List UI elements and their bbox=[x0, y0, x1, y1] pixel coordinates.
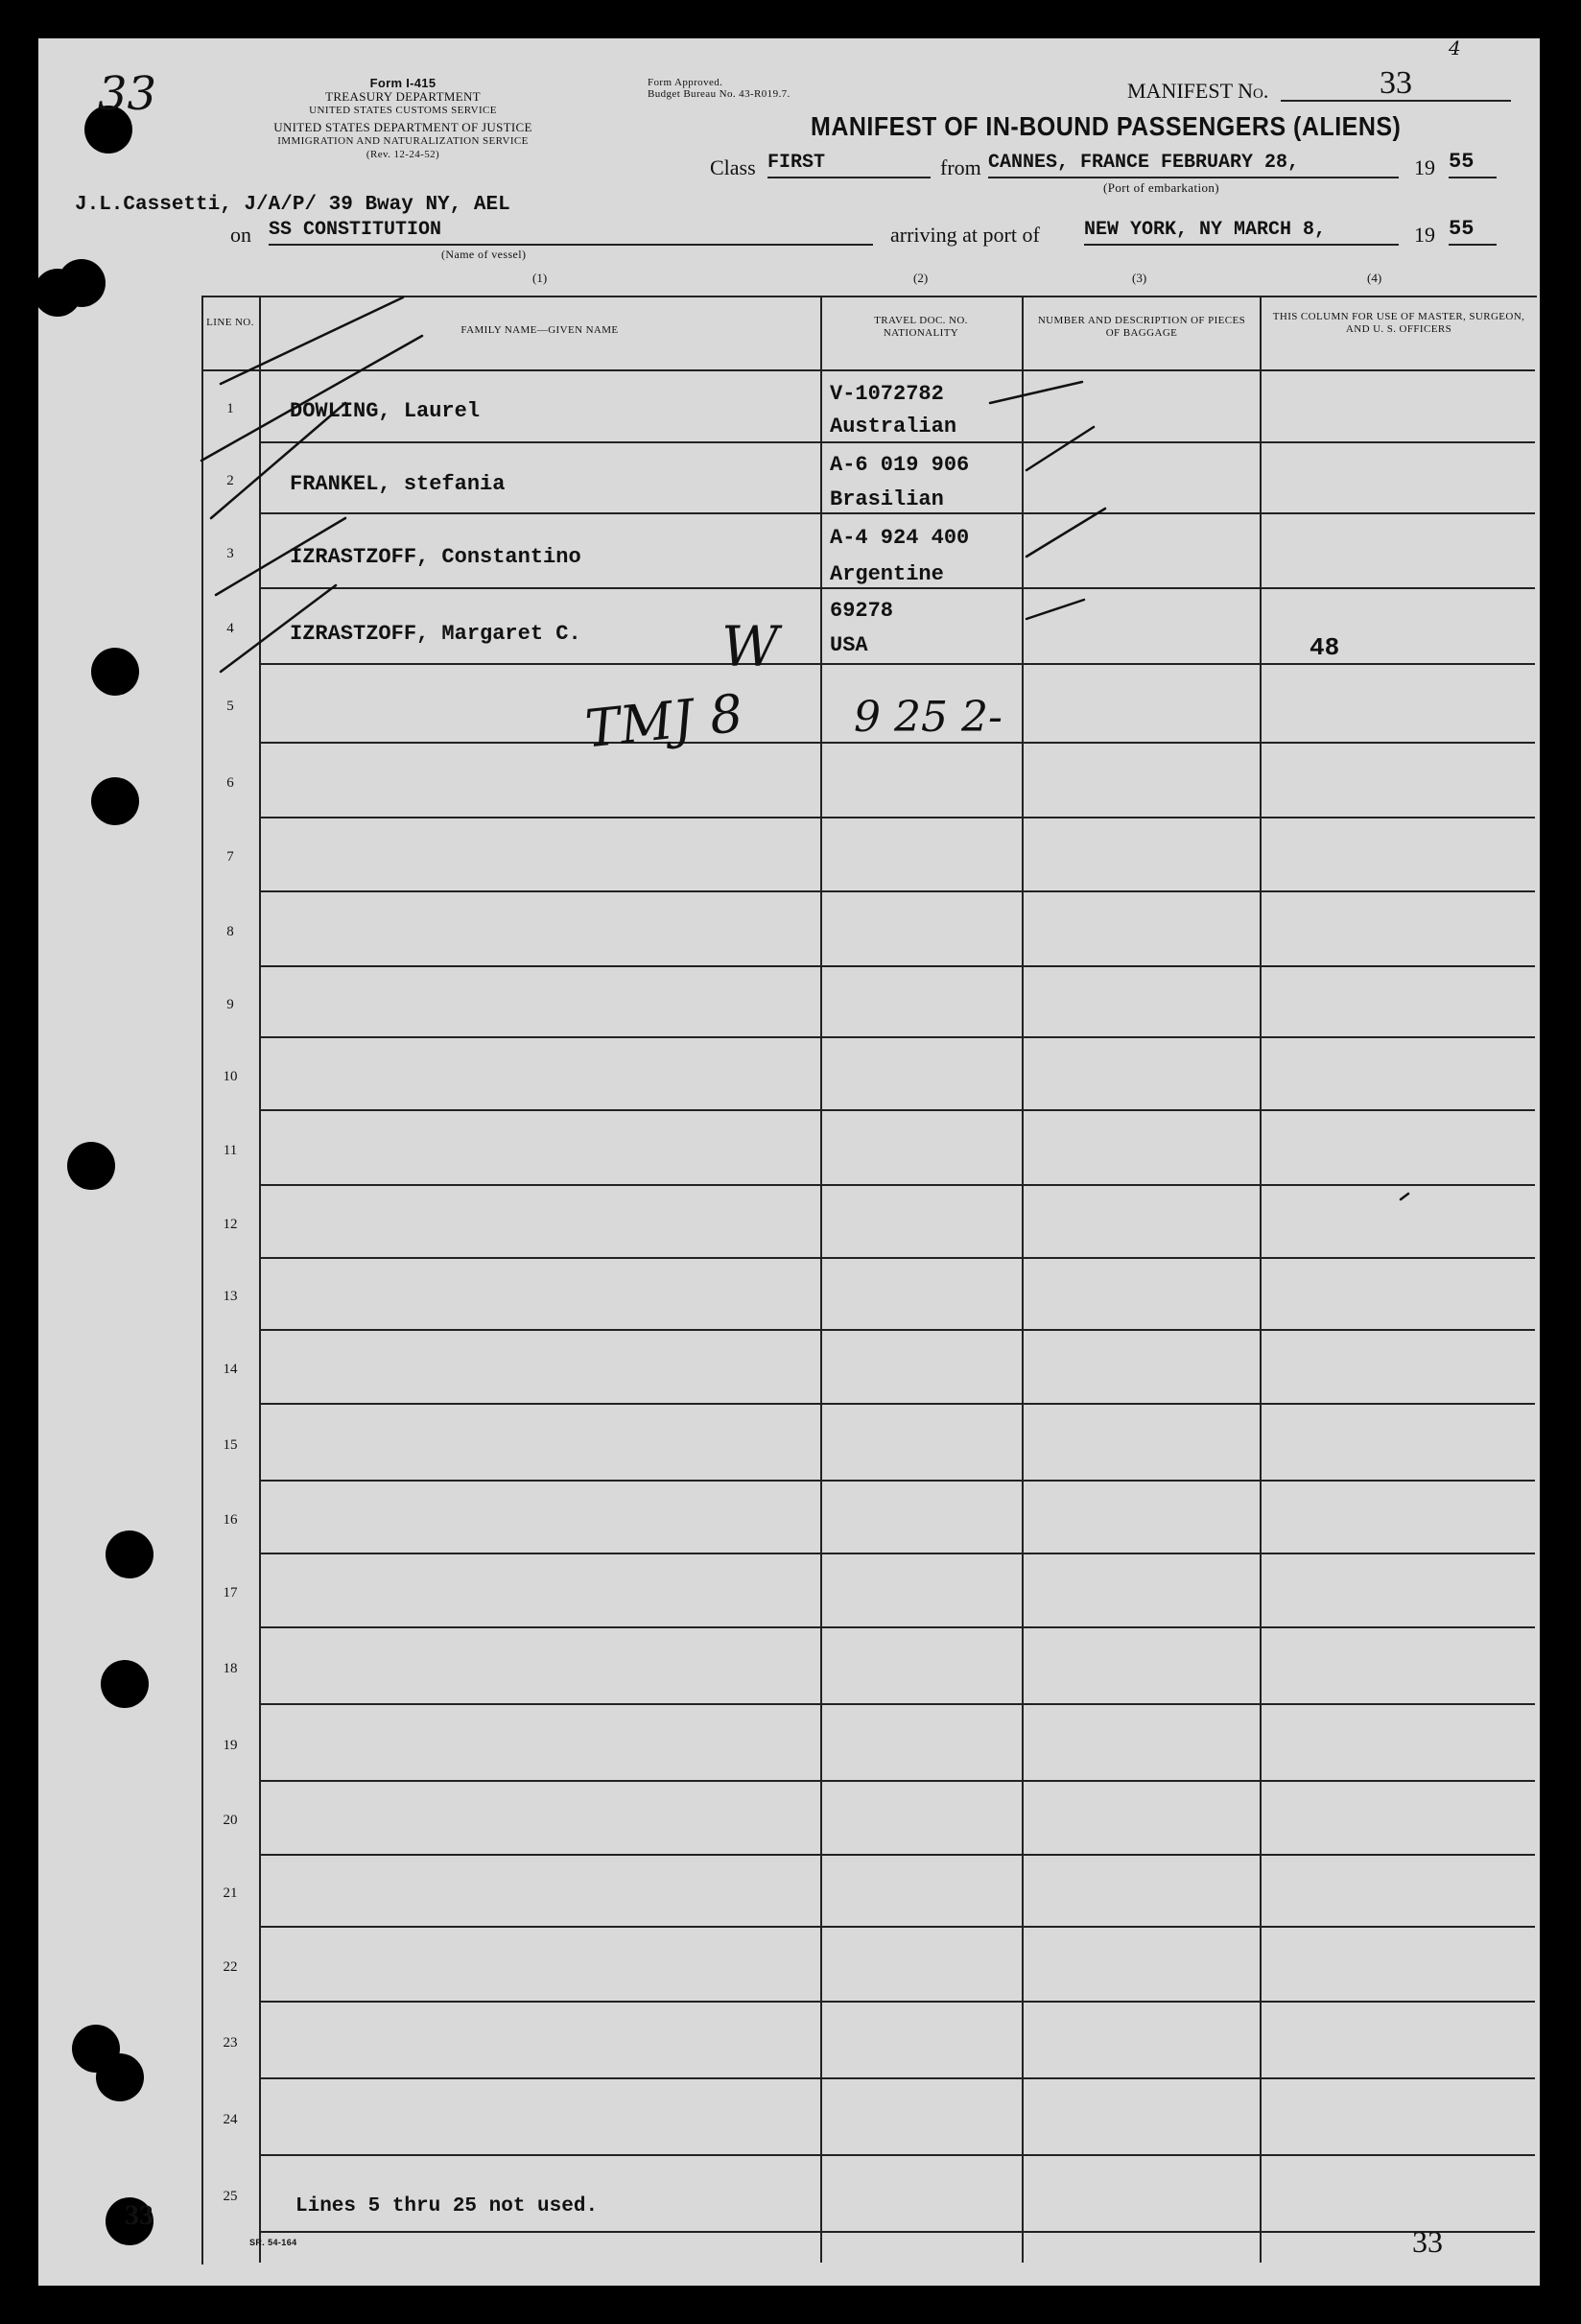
line-number: 13 bbox=[223, 1289, 238, 1305]
port-embark-caption: (Port of embarkation) bbox=[1103, 180, 1220, 195]
row-2-name: FRANKEL, stefania bbox=[290, 472, 506, 496]
manifest-page bbox=[38, 38, 1540, 2286]
arrival-year-prefix: 19 bbox=[1414, 223, 1435, 247]
check-stroke bbox=[1026, 427, 1094, 470]
corner-mark: 4 bbox=[1449, 36, 1461, 59]
row-1-nationality: Australian bbox=[830, 415, 957, 439]
vessel-name: SS CONSTITUTION bbox=[269, 219, 873, 246]
row-2-nationality: Brasilian bbox=[830, 487, 944, 511]
form-approved: Form Approved. bbox=[648, 77, 723, 88]
line-number: 5 bbox=[226, 699, 234, 715]
line-number: 4 bbox=[226, 621, 234, 637]
line-number: 11 bbox=[223, 1142, 238, 1158]
page-number-left: 33 bbox=[125, 2199, 153, 2231]
check-stroke bbox=[1026, 509, 1105, 557]
on-label: on bbox=[230, 223, 251, 247]
row-3-doc: A-4 924 400 bbox=[830, 526, 970, 550]
header-name: FAMILY NAME—GIVEN NAME bbox=[460, 324, 619, 336]
row-2-doc: A-6 019 906 bbox=[830, 453, 970, 477]
ins-service: IMMIGRATION AND NATURALIZATION SERVICE bbox=[277, 135, 529, 147]
check-stroke bbox=[1026, 600, 1084, 619]
row-1-doc: V-1072782 bbox=[830, 382, 944, 406]
header-travel-doc: TRAVEL DOC. NO. NATIONALITY bbox=[874, 315, 968, 339]
manifest-label: MANIFEST No. bbox=[1127, 79, 1269, 103]
department-treasury: TREASURY DEPARTMENT bbox=[325, 89, 481, 104]
footer-note: Lines 5 thru 25 not used. bbox=[295, 2195, 599, 2217]
line-number: 22 bbox=[223, 1958, 238, 1975]
line-number: 7 bbox=[226, 849, 234, 866]
line-number: 16 bbox=[223, 1511, 238, 1528]
handwritten-time: 9 25 2- bbox=[854, 693, 1003, 742]
row-3-name: IZRASTZOFF, Constantino bbox=[290, 545, 581, 569]
line-number: 24 bbox=[223, 2112, 238, 2127]
header-line-no: LINE NO. bbox=[206, 317, 254, 328]
line-number: 1 bbox=[226, 401, 234, 417]
budget-bureau: Budget Bureau No. 43-R019.7. bbox=[648, 88, 790, 100]
page-number-right: 33 bbox=[1412, 2224, 1443, 2259]
line-number: 25 bbox=[223, 2189, 238, 2204]
line-number: 14 bbox=[223, 1362, 238, 1378]
year-value: 55 bbox=[1449, 150, 1497, 178]
row-1-name: DOWLING, Laurel bbox=[290, 399, 481, 423]
check-marks bbox=[38, 38, 1540, 2286]
line-number: 15 bbox=[223, 1437, 238, 1453]
row-4-doc: 69278 bbox=[830, 599, 894, 623]
manifest-number: 33 bbox=[1281, 65, 1511, 102]
line-number: 10 bbox=[223, 1068, 238, 1084]
handwritten-number: 33 bbox=[98, 67, 157, 121]
line-number: 6 bbox=[226, 774, 234, 791]
col-number-4: (4) bbox=[1367, 271, 1382, 285]
arrival-port: NEW YORK, NY MARCH 8, bbox=[1084, 219, 1399, 246]
vessel-caption: (Name of vessel) bbox=[441, 248, 527, 261]
diagonal-stroke bbox=[216, 518, 345, 595]
customs-service: UNITED STATES CUSTOMS SERVICE bbox=[309, 105, 497, 116]
class-label: Class bbox=[710, 155, 756, 179]
diagonal-stroke bbox=[221, 585, 336, 672]
department-justice: UNITED STATES DEPARTMENT OF JUSTICE bbox=[273, 120, 532, 134]
form-id: Form I-415 bbox=[369, 76, 437, 90]
col-number-1: (1) bbox=[532, 271, 548, 285]
line-number: 9 bbox=[226, 996, 234, 1012]
col-number-2: (2) bbox=[913, 271, 929, 285]
line-number: 3 bbox=[226, 545, 234, 561]
row-4-name: IZRASTZOFF, Margaret C. bbox=[290, 622, 581, 646]
from-label: from bbox=[940, 155, 981, 179]
print-code: SR. 54-164 bbox=[249, 2238, 297, 2247]
manifest-title: MANIFEST OF IN-BOUND PASSENGERS (ALIENS) bbox=[811, 111, 1402, 142]
line-number: 8 bbox=[226, 923, 234, 939]
line-number: 2 bbox=[226, 472, 234, 488]
check-stroke bbox=[990, 382, 1082, 403]
line-number: 17 bbox=[223, 1585, 238, 1601]
line-number: 23 bbox=[223, 2035, 238, 2051]
year-prefix: 19 bbox=[1414, 155, 1435, 179]
header-baggage: NUMBER AND DESCRIPTION OF PIECES OF BAGGAGE bbox=[1037, 315, 1246, 339]
line-number: 19 bbox=[223, 1738, 238, 1753]
diagonal-stroke bbox=[211, 403, 345, 518]
handwritten-signature: TMJ 8 bbox=[582, 682, 746, 760]
arriving-label: arriving at port of bbox=[890, 223, 1040, 247]
row-3-nationality: Argentine bbox=[830, 562, 944, 586]
class-value: FIRST bbox=[767, 152, 931, 178]
diagonal-stroke bbox=[221, 297, 403, 384]
line-number: 18 bbox=[223, 1661, 238, 1676]
diagonal-stroke bbox=[201, 336, 422, 461]
form-revision: (Rev. 12-24-52) bbox=[366, 149, 440, 160]
line-number: 21 bbox=[223, 1885, 238, 1902]
agent-line: J.L.Cassetti, J/A/P/ 39 Bway NY, AEL bbox=[75, 194, 510, 216]
col-number-3: (3) bbox=[1132, 271, 1147, 285]
line-number: 12 bbox=[223, 1216, 238, 1232]
row-4-nationality: USA bbox=[830, 633, 868, 657]
arrival-year: 55 bbox=[1449, 217, 1497, 246]
check-stroke bbox=[1401, 1194, 1408, 1199]
header-officers: THIS COLUMN FOR USE OF MASTER, SURGEON, AND U. S. OFFICERS bbox=[1272, 311, 1525, 335]
row-4-officer-note: 48 bbox=[1310, 633, 1340, 662]
line-number: 20 bbox=[223, 1813, 238, 1829]
port-of-embarkation: CANNES, FRANCE FEBRUARY 28, bbox=[988, 152, 1399, 178]
handwritten-mark: W bbox=[721, 614, 779, 679]
